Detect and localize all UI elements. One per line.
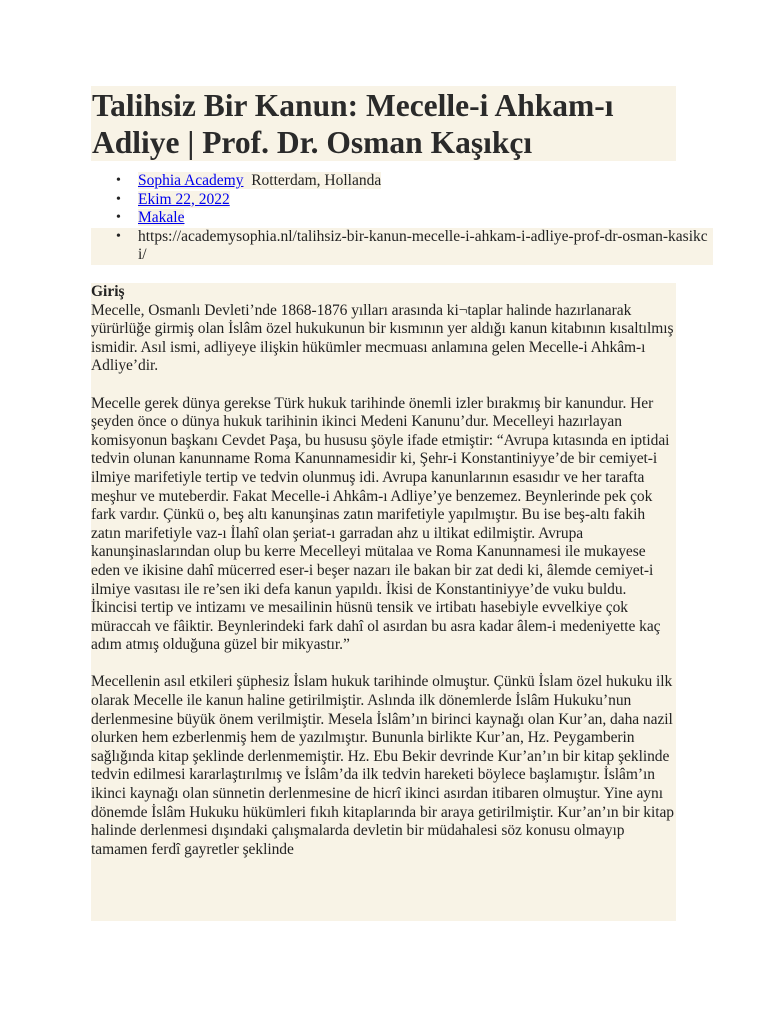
paragraph: Mecellenin asıl etkileri şüphesiz İslam hukuk tarihinde olmuştur. Çünkü İslam özel hukuku ilk olarak Mecelle ile kanun haline getirilmiştir. Aslında ilk dönemlerde İslâm Hukuku’nun derlenmesine büyük önem verilmiştir. Mesela İslâm’ın birinci kaynağı olan Kur’an, daha nazil olurken hem ezberlenmiş hem de yazılmıştır. Bununla birlikte Kur’an, Hz. Peygamberin sağlığında kitap şeklinde derlenmemiştir. Hz. Ebu Bekir devrinde Kur’an’ın bir kitap şeklinde tedvin edilmesi kararlaştırılmış ve İslâm’da ilk tedvin hareketi böylece başlamıştır. İslâm’ın ikinci kaynağı olan sünnetin derlenmesine de hicrî ikinci asırdan itibaren olmuştur. Yine aynı dönemde İslâm Hukuku hükümleri fıkıh kitaplarında bir araya getirilmiştir. Kur’an’ın bir kitap halinde derlenmesi dışındaki çalışmalarda devletin bir müdahalesi söz konusu olmayıp tamamen ferdî gayretler şeklinde	[91, 673, 675, 858]
post-meta-list	[91, 172, 708, 265]
paragraph: Mecelle, Osmanlı Devleti’nde 1868-1876 yılları arasında ki¬taplar halinde hazırlanarak yürürlüğe girmiş olan İslâm özel hukukunun bir kısmının yer aldığı kanun kitabının kısaltılmış ismidir. Asıl ismi, adliyeye ilişkin hükümler mecmuası anlamına gelen Mecelle-i Ahkâm-ı Adliye’dir.	[91, 301, 674, 375]
article-url: https://academysophia.nl/talihsiz-bir-kanun-mecelle-i-ahkam-i-adliye-prof-dr-osman-kasikci/	[138, 227, 708, 264]
bullet-icon: •	[116, 191, 121, 207]
bullet-icon: •	[116, 228, 121, 244]
section-heading: Giriş	[91, 283, 125, 300]
bullet-icon: •	[116, 173, 121, 188]
date-link[interactable]: Ekim 22, 2022	[138, 190, 230, 208]
meta-item-category	[91, 209, 676, 228]
meta-item-date	[91, 191, 676, 210]
article-body	[91, 283, 676, 921]
paragraph: Mecelle gerek dünya gerekse Türk hukuk tarihinde önemli izler bırakmış bir kanundur. Her şeyden önce o dünya hukuk tarihinin ikinci Medeni Kanunu’dur. Mecelleyi hazırlayan komisyonun başkanı Cevdet Paşa, bu hususu şöyle ifade etmiştir: “Avrupa kıtasında en iptidai tedvin olunan kanunname Roma Kanunnamesidir ki, Şehr-i Konstantiniyye’de bir cemiyet-i ilmiye marifetiyle tertip ve tedvin olunmuş idi. Avrupa kanunlarının esasıdır ve her tarafta meşhur ve muteberdir. Fakat Mecelle-i Ahkâm-ı Adliye’ye benzemez. Beynlerinde pek çok fark vardır. Çünkü o, beş altı kanunşinas zatın marifetiyle yapılmıştır. Bu ise beş-altı fakih zatın marifetiyle vaz-ı İlahî olan şeriat-ı garradan ahz u iltikat edilmiştir. Avrupa kanunşinaslarından olup bu kerre Mecelleyi mütalaa ve Roma Kanunnamesi ile mukayese eden ve ikisine dahî mücerred eser-i beşer nazarı ile bakan bir zat dedi ki, âlemde cemiyet-i ilmiye vasıtası ile re’sen iki defa kanun yapıldı. İkisi de Konstantiniyye’de vuku buldu. İkincisi tertip ve intizamı ve mesailinin hüsnü tensik ve irtibatı hasebiyle evvelkiye çok müraccah ve fâiktir. Beynlerindeki fark dahî ol asırdan bu asra kadar âlem-i medeniyette kaç adım atmış olduğuna güzel bir mikyastır.”	[91, 394, 670, 654]
title-block	[91, 86, 676, 161]
meta-item-author	[91, 172, 676, 191]
meta-item-url	[91, 227, 708, 265]
category-link[interactable]: Makale	[138, 209, 185, 227]
bullet-icon: •	[116, 210, 121, 226]
author-location: Rotterdam, Hollanda	[251, 172, 382, 189]
author-link[interactable]: Sophia Academy	[138, 172, 244, 189]
page-title: Talihsiz Bir Kanun: Mecelle-i Ahkam-ı Adliye | Prof. Dr. Osman Kaşıkçı	[92, 88, 614, 160]
